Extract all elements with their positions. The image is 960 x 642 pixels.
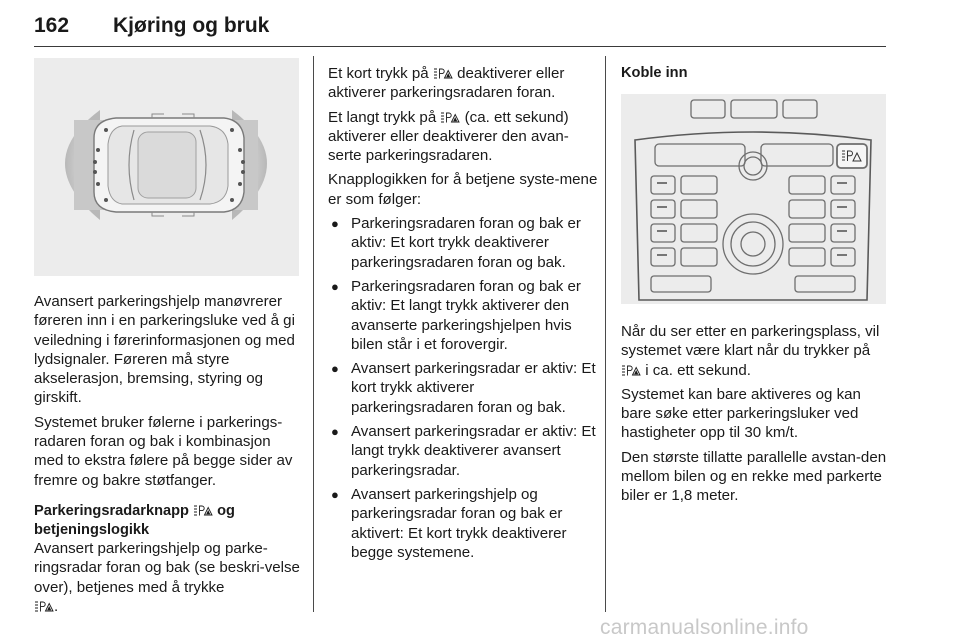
header-rule [34,46,886,47]
short-press-text-b: deaktiverer eller aktiverer parkeringsradaren foran. [328,65,565,102]
column-divider-right [605,56,606,612]
park-assist-icon [193,505,213,516]
park-assist-icon [433,68,453,79]
engage-text-b: i ca. ett sekund. [645,361,751,379]
long-press-paragraph [328,108,600,166]
list-item: ● Avansert parkeringsradar er aktiv: Et kort trykk aktiverer parkeringsradaren foran og bak. [331,360,596,416]
intro-paragraph: Avansert parkeringshjelp manøvrerer føreren inn i en parkeringsluke ved å gi veiledning i førerinformasjonen og med lydsignaler. Føreren må styre akselerasjon, bremsing, styring og girskift. [34,293,295,407]
heading-part-c: betjeningslogikk [34,521,150,538]
watermark: carmanualsonline.info [600,616,809,639]
long-press-text-a: Et langt trykk på [328,108,437,126]
engage-paragraph [621,322,889,380]
park-assist-icon [440,112,460,123]
sensor-paragraph: Systemet bruker følerne i parkerings-radaren foran og bak i kombinasjon med to ekstra følere på begge sider av fremre og bakre støtfanger. [34,413,293,489]
button-logic-list [328,214,600,562]
heading-part-a: Parkeringsradarknapp [34,502,189,519]
short-press-paragraph [328,64,600,103]
park-assist-icon [34,601,54,612]
heading-part-b: og [217,502,235,519]
list-item: ● Avansert parkeringsradar er aktiv: Et langt trykk deaktiverer avansert parkeringsradar. [331,423,596,479]
distance-paragraph: Den største tillatte parallelle avstan-den mellom bilen og en rekke med parkerte biler er 1,8 meter. [621,448,887,505]
speed-limit-paragraph: Systemet kan bare aktiveres og kan bare søke etter parkeringsluker ved hastigheter opp til 30 km/t. [621,385,861,442]
center-console-illustration [621,94,886,304]
long-press-text-b: (ca. ett sekund) aktiverer eller deaktiverer den avan-serte parkeringsradaren. [328,108,569,165]
button-logic-intro: Knapplogikken for å betjene syste-mene er som følger: [328,171,598,208]
section-heading-engage: Koble inn [621,65,688,81]
column-divider-left [313,56,314,612]
operation-text: Avansert parkeringshjelp og parke-ringsradar foran og bak (se beskri-velse over), betjenes med å trykke [34,540,300,596]
list-item: ● Parkeringsradaren foran og bak er aktiv: Et kort trykk deaktiverer parkeringsradaren foran og bak. [331,215,581,271]
column-left [34,292,302,621]
car-sensor-illustration [34,58,299,276]
operation-paragraph [34,539,302,616]
short-press-text-a: Et kort trykk på [328,65,429,82]
page-title: Kjøring og bruk [113,14,270,37]
list-item: ● Parkeringsradaren foran og bak er aktiv: Et langt trykk aktiverer den avanserte parkeringshjelpen hvis bilen står i et forovergir. [331,277,581,353]
engage-text-a: Når du ser etter en parkeringsplass, vil systemet være klart når du trykker på [621,323,880,360]
park-assist-icon [621,365,641,376]
operation-end: . [54,598,59,616]
column-middle [328,64,600,567]
page-header [34,14,886,48]
section-heading-button-logic [34,502,302,539]
list-item: ● Avansert parkeringshjelp og parkeringsradar foran og bak er aktivert: Et kort trykk deaktiverer begge systemene. [331,485,567,561]
column-right-heading [621,64,887,83]
column-right [621,322,889,511]
page-number: 162 [34,14,70,37]
